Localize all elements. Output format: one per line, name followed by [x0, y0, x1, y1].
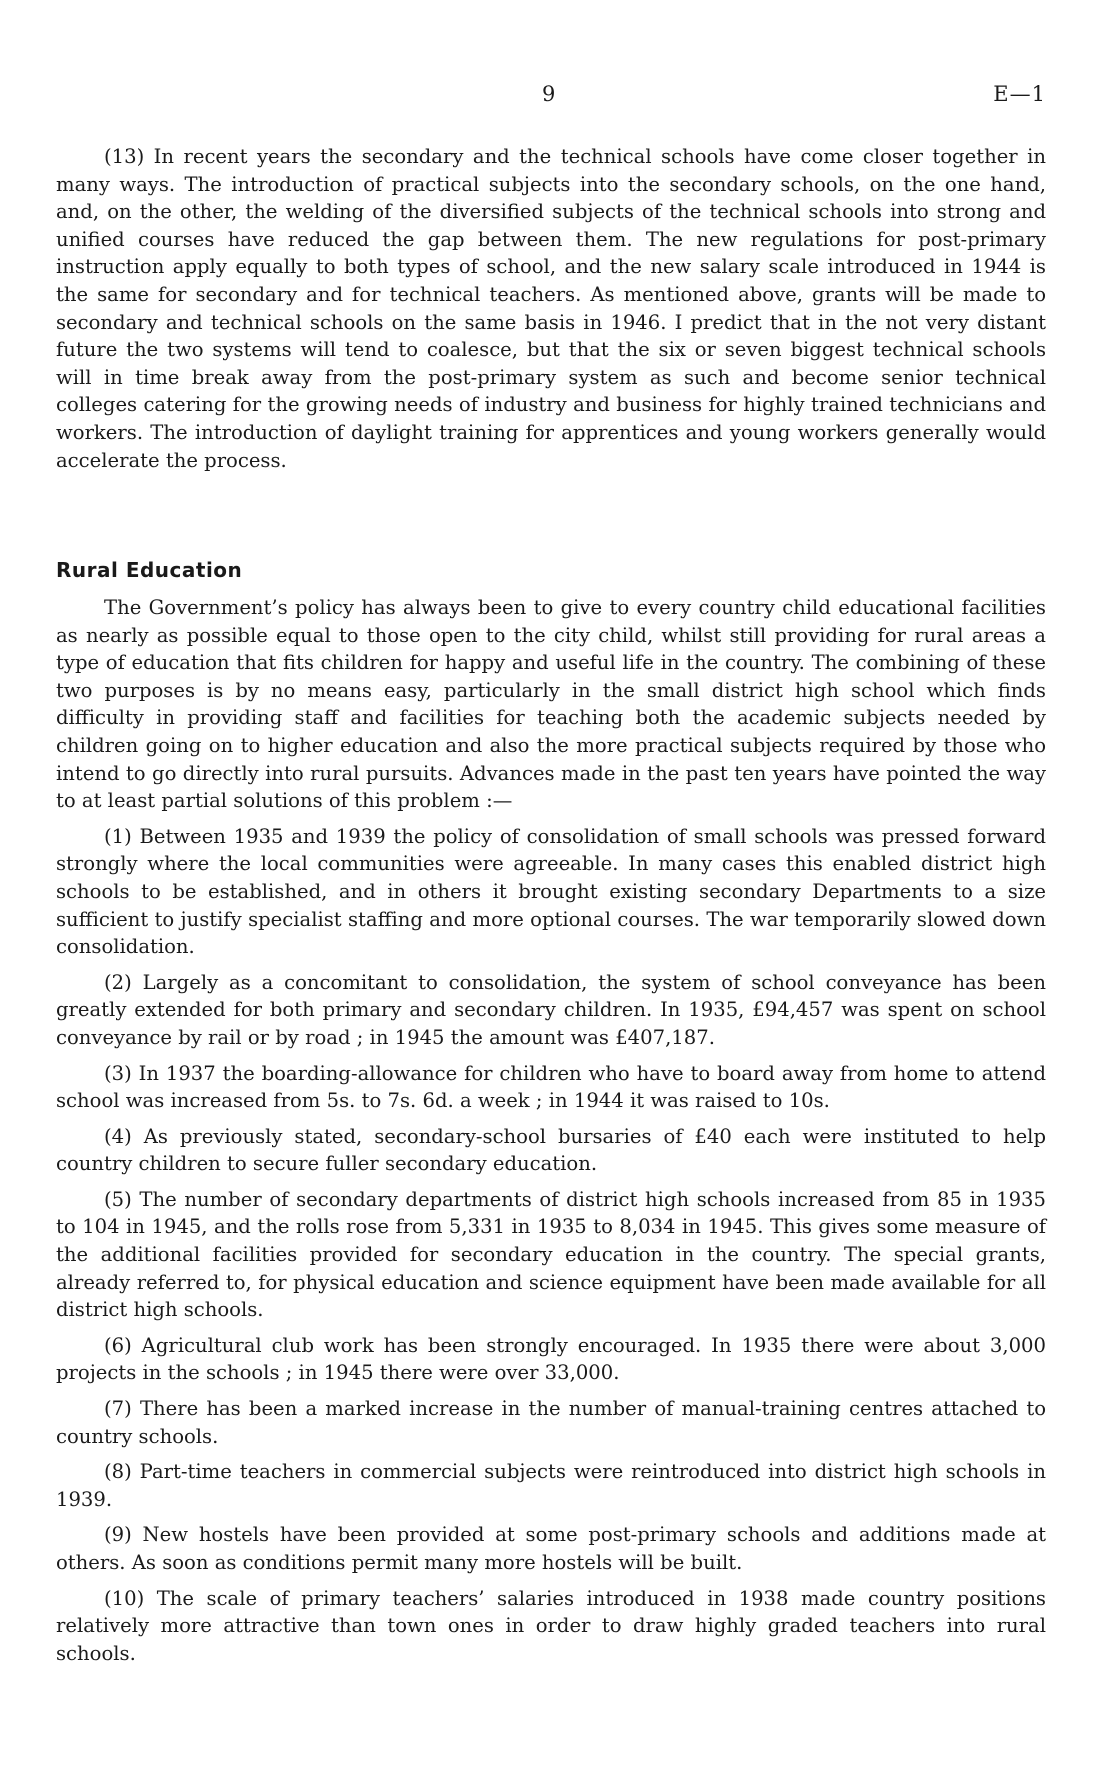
page-number: 9	[542, 82, 556, 106]
paragraph-13: (13) In recent years the secondary and the technical schools have come closer together in many ways. The introduction of practical subjects into the secondary schools, on the one hand, and, on the other, the welding of the diversified subjects of the technical schools into strong and unified courses have reduced the gap between them. The new regulations for post-primary instruction apply equally to both types of school, and the new salary scale introduced in 1944 is the same for secondary and for technical teachers. As mentioned above, grants will be made to secondary and technical schools on the same basis in 1946. I predict that in the not very distant future the two systems will tend to coalesce, but that the six or seven biggest technical schools will in time break away from the post-primary system as such and become senior technical colleges catering for the growing needs of industry and business for highly trained technicians and workers. The introduction of daylight training for apprentices and young workers generally would accelerate the process.	[56, 145, 1046, 472]
page-header	[56, 82, 1046, 112]
list-item: (1) Between 1935 and 1939 the policy of consolidation of small schools was pressed forward strongly where the local communities were agreeable. In many cases this enabled district high schools to be established, and in others it brought existing secondary Departments to a size sufficient to justify specialist staffing and more optional courses. The war temporarily slowed down consolidation.	[56, 824, 1046, 959]
document-page	[56, 0, 1054, 1781]
list-item: (4) As previously stated, secondary-school bursaries of £40 each were instituted to help country children to secure fuller secondary education.	[56, 1124, 1046, 1176]
section-heading: Rural Education	[56, 558, 243, 582]
rural-intro-paragraph: The Government’s policy has always been to give to every country child educational facilities as nearly as possible equal to those open to the city child, whilst still providing for rural areas a type of education that fits children for happy and useful life in the country. The combining of these two purposes is by no means easy, particularly in the small district high school which finds difficulty in providing staff and facilities for teaching both the academic subjects needed by children going on to higher education and also the more practical subjects required by those who intend to go directly into rural pursuits. Advances made in the past ten years have pointed the way to at least partial solutions of this problem :—	[56, 596, 1046, 813]
technical-schools-section	[56, 143, 1046, 474]
list-item: (9) New hostels have been provided at some post-primary schools and additions made at others. As soon as conditions permit many more hostels will be built.	[56, 1523, 1046, 1574]
list-item: (7) There has been a marked increase in the number of manual-training centres attached to country schools.	[56, 1397, 1046, 1448]
list-item: (5) The number of secondary departments of district high schools increased from 85 in 1935 to 104 in 1945, and the rolls rose from 5,331 in 1935 to 8,034 in 1945. This gives some measure of the additional facilities provided for secondary education in the country. The special grants, already referred to, for physical education and science equipment have been made available for all district high schools.	[56, 1187, 1046, 1322]
list-item: (3) In 1937 the boarding-allowance for children who have to board away from home to attend school was increased from 5s. to 7s. 6d. a week ; in 1944 it was raised to 10s.	[56, 1061, 1046, 1113]
list-item: (2) Largely as a concomitant to consolidation, the system of school conveyance has been greatly extended for both primary and secondary children. In 1935, £94,457 was spent on school conveyance by rail or by road ; in 1945 the amount was £407,187.	[56, 970, 1046, 1049]
list-item: (6) Agricultural club work has been strongly encouraged. In 1935 there were about 3,000 projects in the schools ; in 1945 there were over 33,000.	[56, 1333, 1046, 1385]
rural-education-section	[56, 594, 1046, 1667]
document-code: E—1	[993, 82, 1046, 106]
list-item: (8) Part-time teachers in commercial subjects were reintroduced into district high schools in 1939.	[56, 1460, 1046, 1511]
list-item: (10) The scale of primary teachers’ salaries introduced in 1938 made country positions relatively more attractive than town ones in order to draw highly graded teachers into rural schools.	[56, 1586, 1046, 1665]
